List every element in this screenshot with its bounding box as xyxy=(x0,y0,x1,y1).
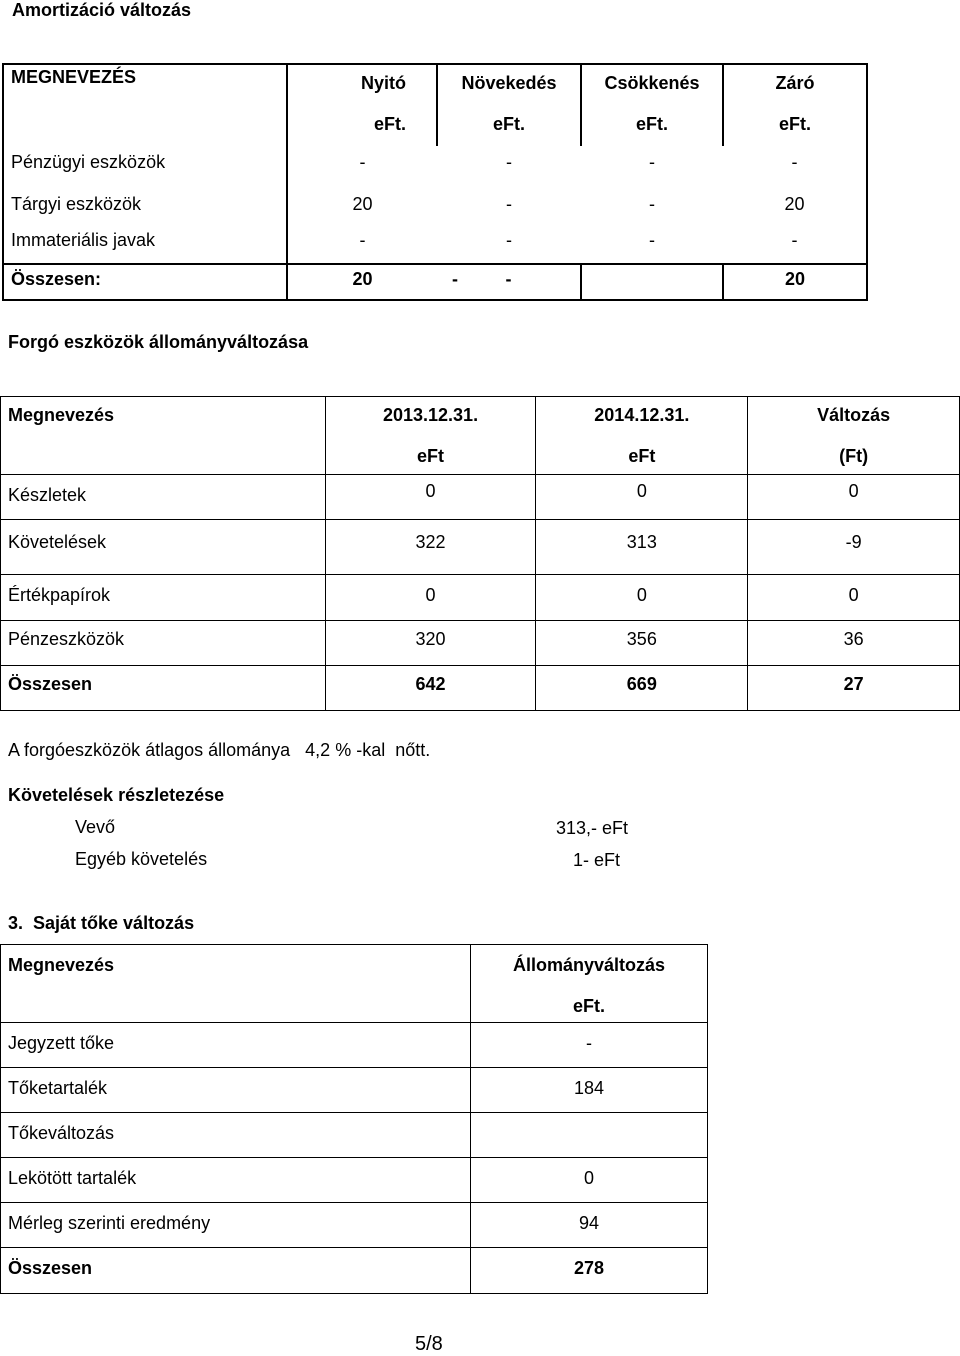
table-row: Pénzügyi eszközök - - - - xyxy=(3,146,867,192)
receivable-label: Vevő xyxy=(75,817,116,837)
header-2014: 2014.12.31. xyxy=(594,405,690,425)
header-2013: 2013.12.31. xyxy=(382,405,479,425)
unit-csokkenes: eFt. xyxy=(635,114,668,134)
unit-zaro: eFt. xyxy=(778,114,811,134)
growth-note: A forgóeszközök átlagos állománya 4,2 % -kal nőtt. xyxy=(8,740,431,760)
table-header-row xyxy=(3,64,867,146)
table-total-row: Összesen 278 xyxy=(1,1248,708,1294)
table-total-row: Összesen: 20 - - 20 xyxy=(3,264,867,300)
header-valtozas: Változás xyxy=(817,405,891,425)
receivable-value: 313,- eFt xyxy=(556,818,629,838)
current-assets-table xyxy=(0,396,960,711)
unit-2013: eFt xyxy=(417,446,445,466)
table-row: Jegyzett tőke - xyxy=(1,1023,708,1068)
table-row: Értékpapírok 0 0 0 xyxy=(1,575,960,621)
table-row: Tőkeváltozás xyxy=(1,1113,708,1158)
header-csokkenes: Csökkenés xyxy=(604,73,700,93)
header-megnevezes: Megnevezés xyxy=(1,945,471,1023)
amortization-table xyxy=(2,63,868,301)
header-megnevezes: Megnevezés xyxy=(1,397,326,475)
table-header-row xyxy=(1,945,708,1023)
page-number: 5/8 xyxy=(415,1333,443,1355)
table-row: Lekötött tartalék 0 xyxy=(1,1158,708,1203)
table-row: Mérleg szerinti eredmény 94 xyxy=(1,1203,708,1248)
table-header-row xyxy=(1,397,960,475)
receivable-value: 1- eFt xyxy=(573,850,621,870)
table-row: Tőketartalék 184 xyxy=(1,1068,708,1113)
header-novekedes: Növekedés xyxy=(461,73,557,93)
unit-2014: eFt xyxy=(628,446,656,466)
unit-novekedes: eFt. xyxy=(492,114,525,134)
table-row: Követelések 322 313 -9 xyxy=(1,520,960,575)
table-row: Immateriális javak - - - - xyxy=(3,230,867,264)
current-assets-title: Forgó eszközök állományváltozása xyxy=(8,332,309,352)
header-zaro: Záró xyxy=(775,73,815,93)
receivable-label: Egyéb követelés xyxy=(75,849,208,869)
page-title: Amortizáció változás xyxy=(12,0,192,20)
unit-nyito: eFt. xyxy=(373,114,406,134)
table-row: Készletek 0 0 0 xyxy=(1,475,960,520)
header-megnevezes: MEGNEVEZÉS xyxy=(11,67,137,87)
table-total-row: Összesen 642 669 27 xyxy=(1,666,960,711)
table-row: Tárgyi eszközök 20 - - 20 xyxy=(3,192,867,230)
receivables-title: Követelések részletezése xyxy=(8,785,225,805)
unit-valtozas: (Ft) xyxy=(839,446,869,466)
header-nyito: Nyitó xyxy=(361,73,406,93)
equity-title: 3. Saját tőke változás xyxy=(8,913,195,933)
unit-equity: eFt. xyxy=(572,996,605,1016)
equity-table xyxy=(0,944,708,1294)
header-allomanyvaltozas: Állományváltozás xyxy=(512,955,666,975)
table-row: Pénzeszközök 320 356 36 xyxy=(1,621,960,666)
